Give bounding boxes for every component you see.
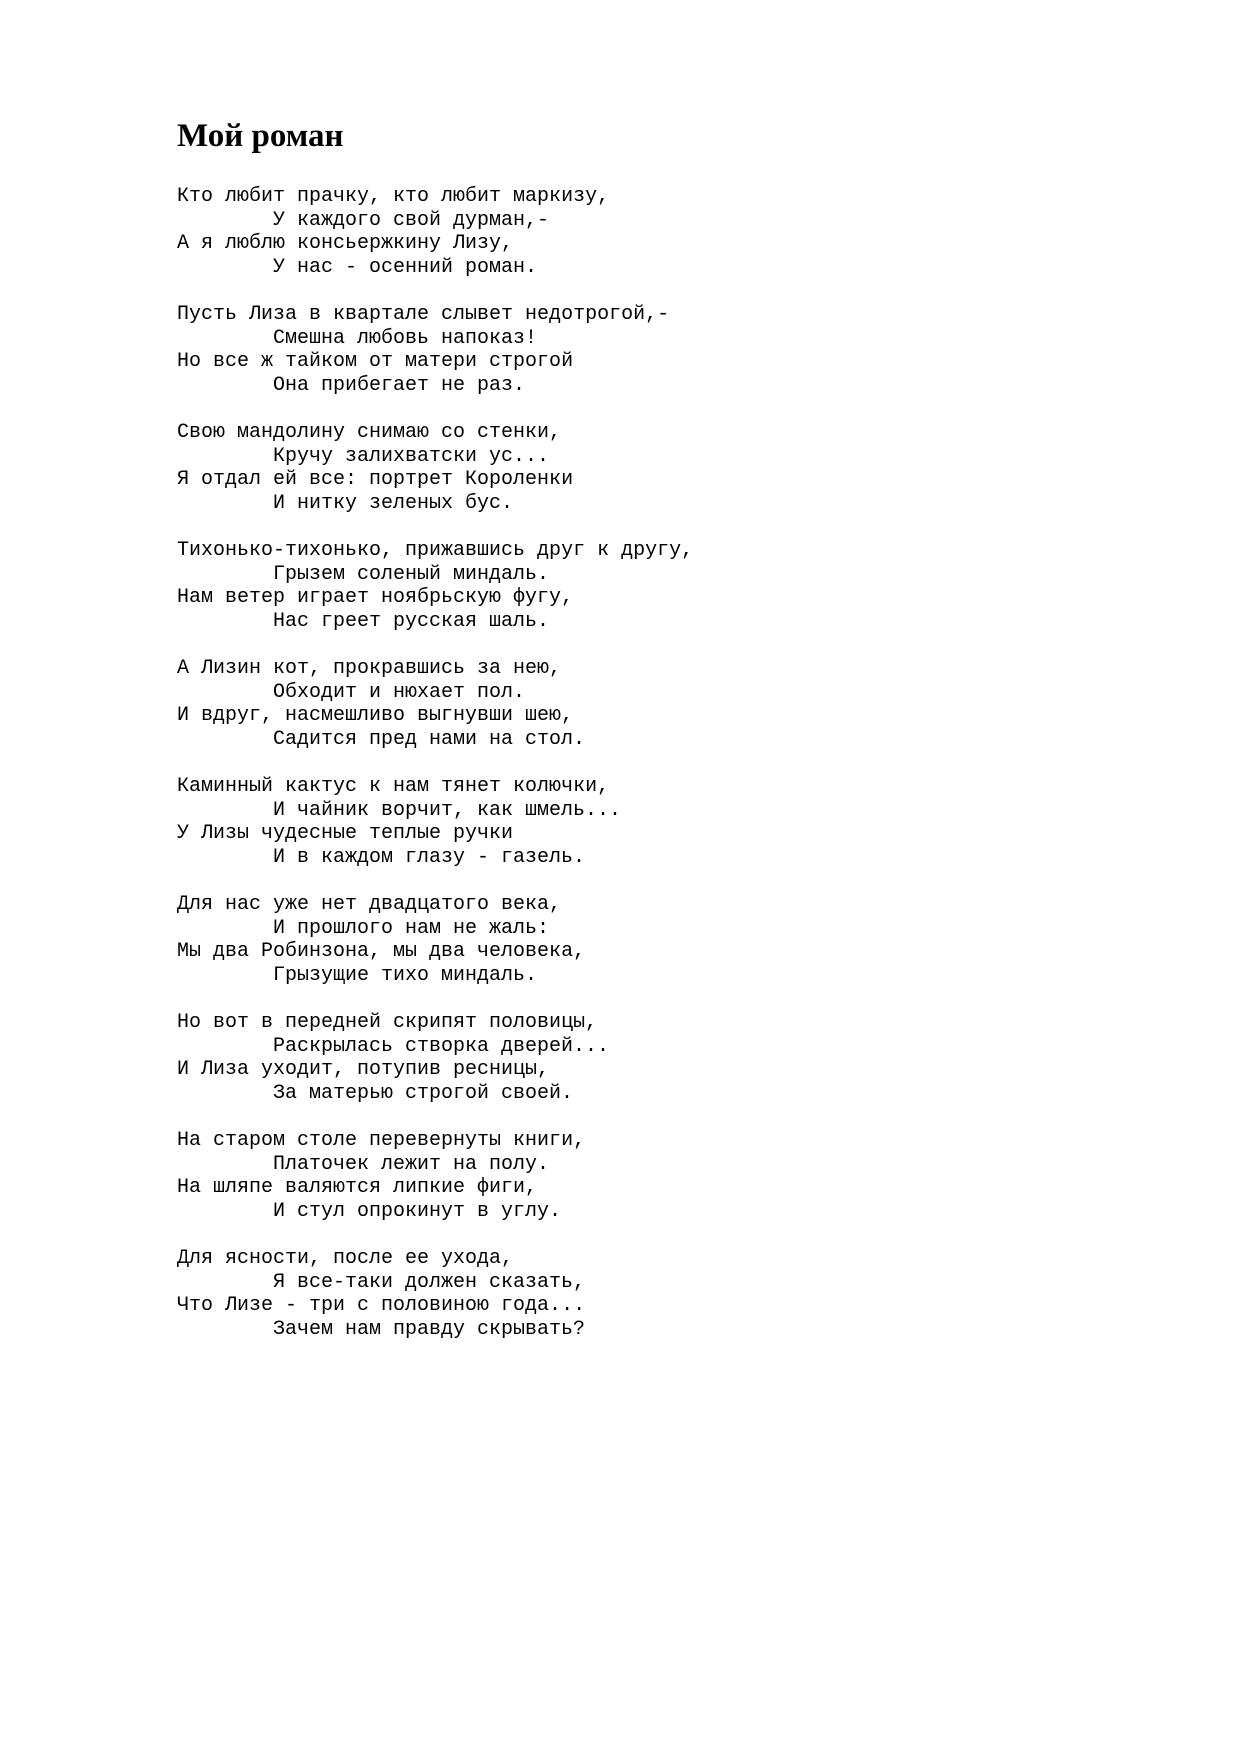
- poem-line: У каждого свой дурман,-: [273, 208, 550, 232]
- poem-line: Нам ветер играет ноябрьскую фугу,: [177, 586, 574, 609]
- poem-line: И прошлого нам не жаль:: [273, 916, 550, 940]
- poem-line: А я люблю консьержкину Лизу,: [177, 232, 514, 255]
- poem-line: Мы два Робинзона, мы два человека,: [177, 940, 586, 963]
- poem-line: За матерью строгой своей.: [273, 1081, 574, 1105]
- poem-line: Но все ж тайком от матери строгой: [177, 350, 574, 373]
- poem-line: И вдруг, насмешливо выгнувши шею,: [177, 704, 574, 727]
- poem-line: Обходит и нюхает пол.: [273, 680, 526, 704]
- poem-line: Смешна любовь напоказ!: [273, 326, 538, 350]
- poem-line: Но вот в передней скрипят половицы,: [177, 1011, 598, 1034]
- poem-line: Для нас уже нет двадцатого века,: [177, 893, 562, 916]
- poem-line: И в каждом глазу - газель.: [273, 845, 586, 869]
- poem-line: Что Лизе - три с половиною года...: [177, 1294, 586, 1317]
- poem-line: Нас греет русская шаль.: [273, 609, 550, 633]
- poem-line: Садится пред нами на стол.: [273, 727, 586, 751]
- stanza-10: [177, 1247, 1077, 1341]
- stanza-4: [177, 539, 1077, 633]
- poem-line: Кручу залихватски ус...: [273, 444, 550, 468]
- poem-line: И стул опрокинут в углу.: [273, 1199, 562, 1223]
- poem-line: Пусть Лиза в квартале слывет недотрогой,-: [177, 303, 670, 326]
- stanza-8: [177, 1011, 1077, 1105]
- poem-line: Я отдал ей все: портрет Короленки: [177, 468, 574, 491]
- poem-line: Свою мандолину снимаю со стенки,: [177, 421, 562, 444]
- poem-line: У нас - осенний роман.: [273, 255, 538, 279]
- poem-title: Мой роман: [177, 118, 344, 154]
- poem-line: Зачем нам правду скрывать?: [273, 1317, 586, 1341]
- poem-line: Грызущие тихо миндаль.: [273, 963, 538, 987]
- poem-line: Кто любит прачку, кто любит маркизу,: [177, 185, 610, 208]
- poem-line: Она прибегает не раз.: [273, 373, 526, 397]
- poem-line: И чайник ворчит, как шмель...: [273, 798, 622, 822]
- poem-line: Раскрылась створка дверей...: [273, 1034, 610, 1058]
- stanza-3: [177, 421, 1077, 515]
- poem-line: Грызем соленый миндаль.: [273, 562, 550, 586]
- stanza-6: [177, 775, 1077, 869]
- poem-line: Платочек лежит на полу.: [273, 1152, 550, 1176]
- stanza-2: [177, 303, 1077, 397]
- poem-line: У Лизы чудесные теплые ручки: [177, 822, 514, 845]
- stanza-7: [177, 893, 1077, 987]
- poem-line: Я все-таки должен сказать,: [273, 1270, 586, 1294]
- poem-line: А Лизин кот, прокравшись за нею,: [177, 657, 562, 680]
- poem-line: На старом столе перевернуты книги,: [177, 1129, 586, 1152]
- stanza-1: [177, 185, 1077, 279]
- stanza-5: [177, 657, 1077, 751]
- poem-line: На шляпе валяются липкие фиги,: [177, 1176, 538, 1199]
- poem-line: Для ясности, после ее ухода,: [177, 1247, 514, 1270]
- stanza-9: [177, 1129, 1077, 1223]
- poem-line: И Лиза уходит, потупив ресницы,: [177, 1058, 550, 1081]
- poem-body: [177, 185, 1077, 1365]
- poem-line: Каминный кактус к нам тянет колючки,: [177, 775, 610, 798]
- poem-line: И нитку зеленых бус.: [273, 491, 514, 515]
- poem-line: Тихонько-тихонько, прижавшись друг к другу,: [177, 539, 694, 562]
